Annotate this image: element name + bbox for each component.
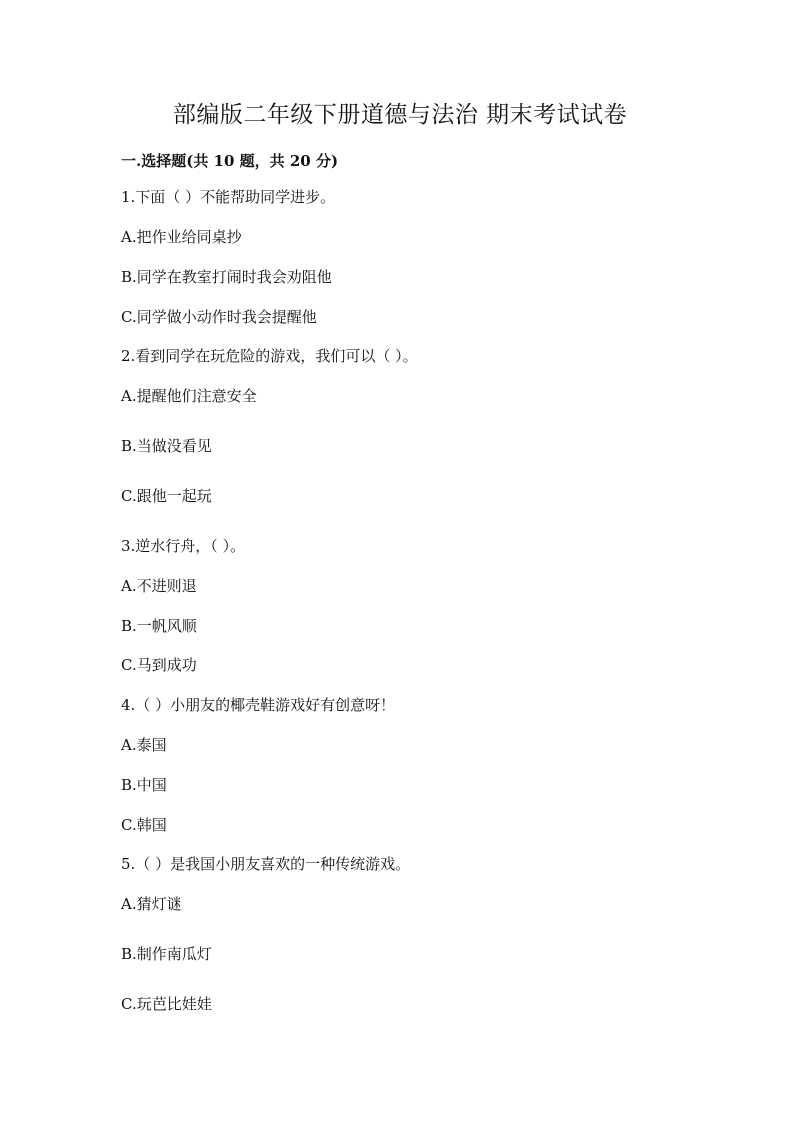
question-5-option-a: A.猜灯谜 [121, 895, 182, 913]
question-4-option-b: B.中国 [121, 776, 167, 794]
question-1-option-a: A.把作业给同桌抄 [121, 228, 242, 246]
question-5-option-b: B.制作南瓜灯 [121, 945, 212, 963]
exam-title: 部编版二年级下册道德与法治 期末考试试卷 [172, 102, 628, 128]
question-3-option-c: C.马到成功 [121, 656, 197, 674]
question-2-option-b: B.当做没看见 [121, 437, 212, 455]
question-1-option-c: C.同学做小动作时我会提醒他 [121, 308, 317, 326]
question-5-option-c: C.玩芭比娃娃 [121, 995, 212, 1013]
section-header: 一.选择题(共 10 题，共 20 分) [121, 152, 339, 170]
question-3-option-b: B.一帆风顺 [121, 617, 197, 635]
question-2-stem: 2.看到同学在玩危险的游戏，我们可以（ ）。 [121, 347, 418, 365]
question-4-stem: 4.（ ）小朋友的椰壳鞋游戏好有创意呀！ [121, 696, 396, 714]
question-2-option-a: A.提醒他们注意安全 [121, 387, 257, 405]
question-2-option-c: C.跟他一起玩 [121, 487, 212, 505]
question-4-option-c: C.韩国 [121, 816, 167, 834]
question-5-stem: 5.（ ）是我国小朋友喜欢的一种传统游戏。 [121, 855, 411, 873]
question-3-option-a: A.不进则退 [121, 577, 197, 595]
question-3-stem: 3.逆水行舟，（ ）。 [121, 537, 246, 555]
question-4-option-a: A.泰国 [121, 736, 167, 754]
question-1-stem: 1.下面（ ）不能帮助同学进步。 [121, 188, 336, 206]
question-1-option-b: B.同学在教室打闹时我会劝阻他 [121, 268, 332, 286]
